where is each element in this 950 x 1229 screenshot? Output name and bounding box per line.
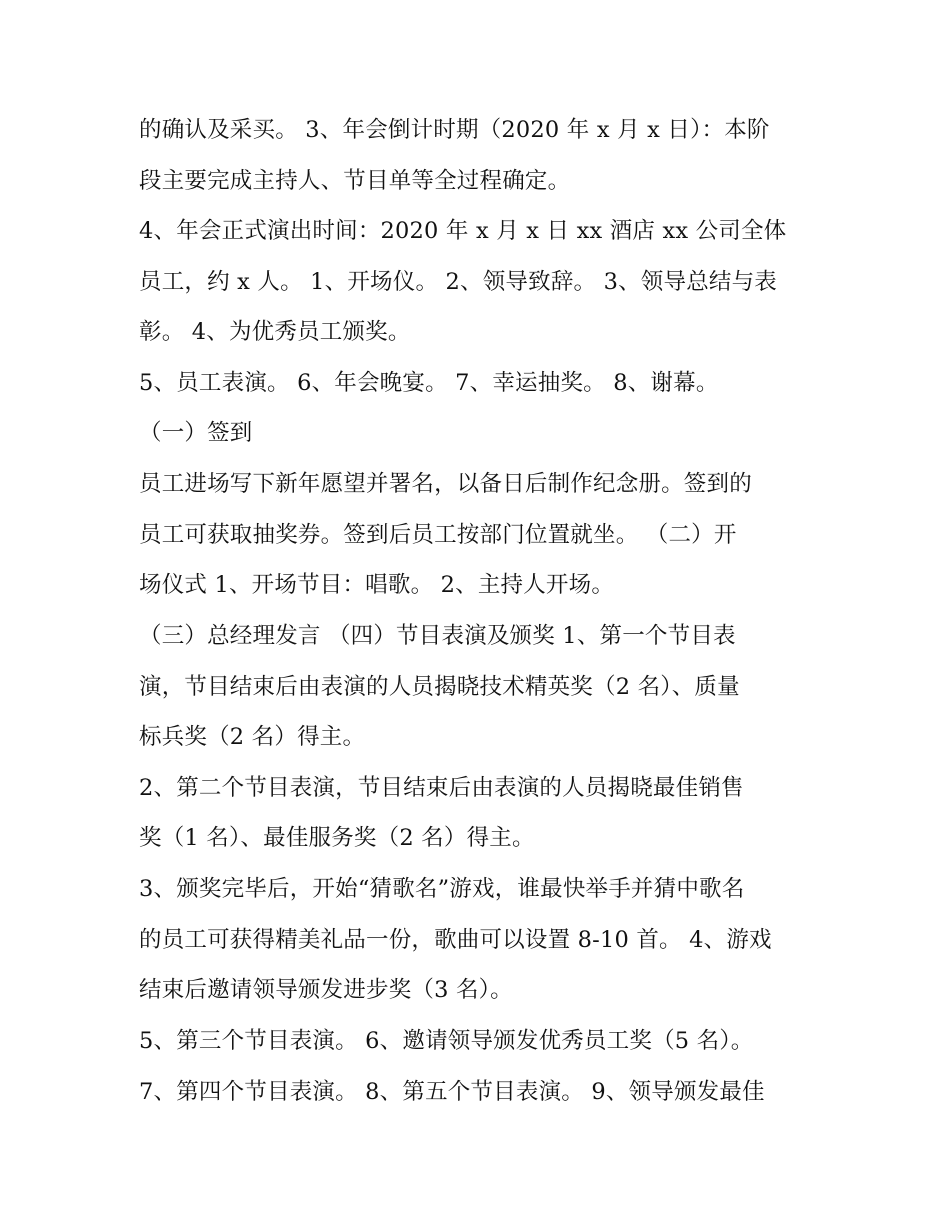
text-line: 的员工可获得精美礼品一份，歌曲可以设置 8-10 首。 4、游戏 xyxy=(139,927,772,953)
text-line: 结束后邀请领导颁发进步奖（3 名）。 xyxy=(139,977,513,1003)
text-line: 7、第四个节目表演。 8、第五个节目表演。 9、领导颁发最佳 xyxy=(139,1079,765,1105)
text-line: （三）总经理发言 （四）节目表演及颁奖 1、第一个节目表 xyxy=(139,623,736,649)
text-line: 彰。 4、为优秀员工颁奖。 xyxy=(139,319,411,345)
text-line: 的确认及采买。 3、年会倒计时期（2020 年 x 月 x 日）：本阶 xyxy=(139,117,770,143)
text-line: 段主要完成主持人、节目单等全过程确定。 xyxy=(139,168,571,194)
text-line: 3、颁奖完毕后，开始“猜歌名”游戏，谁最快举手并猜中歌名 xyxy=(139,876,745,902)
text-line: 员工，约 x 人。 1、开场仪。 2、领导致辞。 3、领导总结与表 xyxy=(139,269,777,295)
text-line: 5、第三个节目表演。 6、邀请领导颁发优秀员工奖（5 名）。 xyxy=(139,1028,754,1054)
section-heading: （一）签到 xyxy=(139,420,253,446)
text-line: 5、员工表演。 6、年会晚宴。 7、幸运抽奖。 8、谢幕。 xyxy=(139,370,719,396)
text-line: 演，节目结束后由表演的人员揭晓技术精英奖（2 名）、质量 xyxy=(139,674,740,700)
text-line: 员工进场写下新年愿望并署名，以备日后制作纪念册。签到的 xyxy=(139,471,752,497)
text-line: 奖（1 名）、最佳服务奖（2 名）得主。 xyxy=(139,825,535,851)
text-line: 标兵奖（2 名）得主。 xyxy=(139,724,366,750)
text-line: 场仪式 1、开场节目：唱歌。 2、主持人开场。 xyxy=(139,572,615,598)
text-line: 4、年会正式演出时间：2020 年 x 月 x 日 xx 酒店 xx 公司全体 xyxy=(139,218,787,244)
text-line: 2、第二个节目表演，节目结束后由表演的人员揭晓最佳销售 xyxy=(139,775,744,801)
text-line: 员工可获取抽奖券。签到后员工按部门位置就坐。 （二）开 xyxy=(139,522,737,548)
